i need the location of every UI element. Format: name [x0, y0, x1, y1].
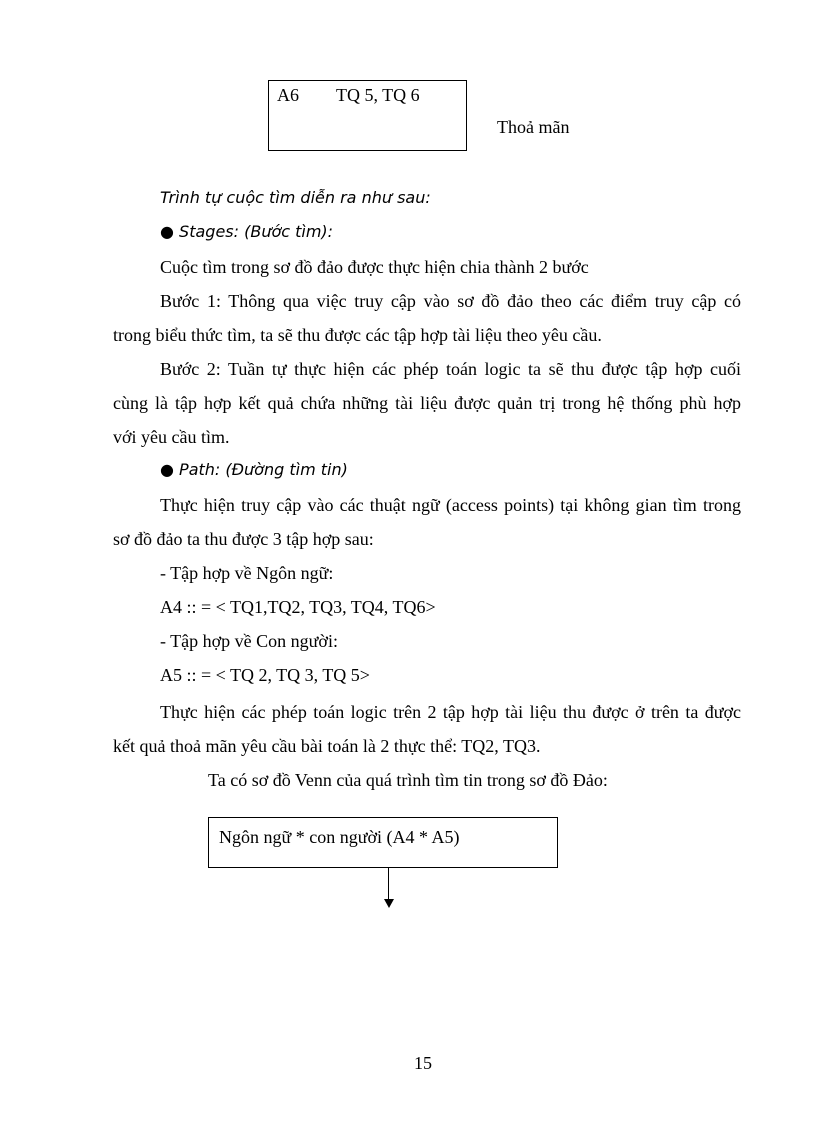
- venn-box-label: Ngôn ngữ * con người (A4 * A5): [219, 827, 460, 847]
- venn-box: [208, 817, 558, 868]
- paragraph-line: Bước 2: Tuần tự thực hiện các phép toán logic ta sẽ thu được tập hợp cuối: [160, 359, 741, 379]
- arrow-down-line: [388, 868, 389, 901]
- list-item: - Tập hợp về Con người:: [160, 631, 338, 651]
- paragraph-line: kết quả thoả mãn yêu cầu bài toán là 2 thực thể: TQ2, TQ3.: [113, 736, 541, 756]
- list-item: - Tập hợp về Ngôn ngữ:: [160, 563, 334, 583]
- paragraph-line: Cuộc tìm trong sơ đồ đảo được thực hiện chia thành 2 bước: [160, 257, 589, 277]
- stages-heading: ● Stages: (Bước tìm):: [160, 222, 334, 241]
- set-definition: A4 :: = < TQ1,TQ2, TQ3, TQ4, TQ6>: [160, 597, 436, 617]
- path-heading: ● Path: (Đường tìm tin): [160, 460, 348, 479]
- top-table-box: [268, 80, 467, 151]
- paragraph-line: Bước 1: Thông qua việc truy cập vào sơ đồ đảo theo các điểm truy cập có: [160, 291, 741, 311]
- set-definition: A5 :: = < TQ 2, TQ 3, TQ 5>: [160, 665, 370, 685]
- paragraph-line: Thực hiện các phép toán logic trên 2 tập hợp tài liệu thu được ở trên ta được: [160, 702, 741, 722]
- paragraph-line: Ta có sơ đồ Venn của quá trình tìm tin trong sơ đồ Đảo:: [208, 770, 608, 790]
- arrow-down-icon: [384, 899, 394, 908]
- paragraph-line: trong biểu thức tìm, ta sẽ thu được các tập hợp tài liệu theo yêu cầu.: [113, 325, 602, 345]
- table-cell-a6: A6: [277, 85, 299, 105]
- paragraph-line: sơ đồ đảo ta thu được 3 tập hợp sau:: [113, 529, 374, 549]
- paragraph-line: Thực hiện truy cập vào các thuật ngữ (access points) tại không gian tìm trong: [160, 495, 741, 515]
- search-sequence-heading: Trình tự cuộc tìm diễn ra như sau:: [160, 188, 431, 207]
- page-number: 15: [414, 1053, 432, 1073]
- paragraph-line: cùng là tập hợp kết quả chứa những tài liệu được quản trị trong hệ thống phù hợp: [113, 393, 741, 413]
- side-note: Thoả mãn: [497, 117, 570, 137]
- paragraph-line: với yêu cầu tìm.: [113, 427, 230, 447]
- table-cell-tq: TQ 5, TQ 6: [336, 85, 420, 105]
